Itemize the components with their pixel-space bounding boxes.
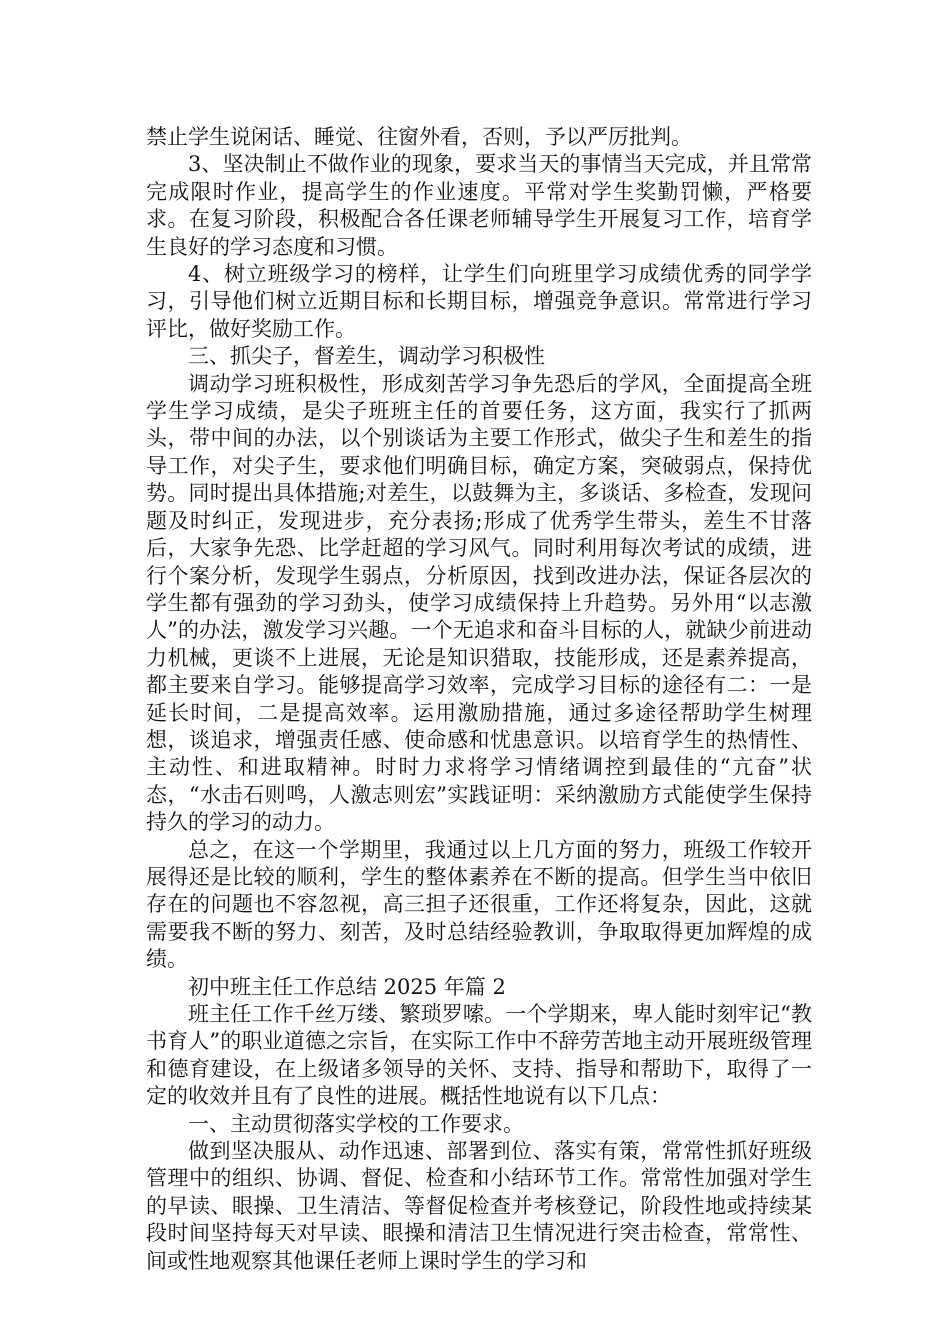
paragraph-2: 3、坚决制止不做作业的现象，要求当天的事情当天完成，并且常常完成限时作业，提高学生的作业速度。平常对学生奖勤罚懒，严格要求。在复习阶段，积极配合各任课老师辅导学生开展复习工作，培育学生良好的学习态度和习惯。 bbox=[146, 152, 812, 259]
document-body bbox=[146, 124, 812, 1275]
section-heading-1: 一、主动贯彻落实学校的工作要求。 bbox=[188, 1111, 524, 1136]
paragraph-5: 总之，在这一个学期里，我通过以上几方面的努力，班级工作较开展得还是比较的顺利，学生的整体素养在不断的提高。但学生当中依旧存在的问题也不容忽视，高三担子还很重，工作还将复杂，因此，这就需要我不断的努力、刻苦，及时总结经验教训，争取取得更加辉煌的成绩。 bbox=[146, 837, 812, 972]
section-heading-3: 三、抓尖子，督差生，调动学习积极性 bbox=[188, 344, 545, 369]
paragraph-4: 调动学习班积极性，形成刻苦学习争先恐后的学风，全面提高全班学生学习成绩，是尖子班班主任的首要任务，这方面，我实行了抓两头，带中间的办法，以个别谈话为主要工作形式，做尖子生和差生的指导工作，对尖子生，要求他们明确目标，确定方案，突破弱点，保持优势。同时提出具体措施;对差生，以鼓舞为主，多谈话、多检查，发现问题及时纠正，发现进步，充分表扬;形成了优秀学生带头，差生不甘落后，大家争先恐、比学赶超的学习风气。同时利用每次考试的成绩，进行个案分析，发现学生弱点，分析原因，找到改进办法，保证各层次的学生都有强劲的学习劲头，使学习成绩保持上升趋势。另外用“以志激人”的办法，激发学习兴趣。一个无追求和奋斗目标的人，就缺少前进动力机械，更谈不上进展，无论是知识猎取，技能形成，还是素养提高，都主要来自学习。能够提高学习效率，完成学习目标的途径有二：一是延长时间，二是提高效率。运用激励措施，通过多途径帮助学生树理想，谈追求，增强责任感、使命感和忧患意识。以培育学生的热情性、主动性、和进取精神。时时力求将学习情绪调控到最佳的“亢奋”状态，“水击石则鸣，人激志则宏”实践证明：采纳激励方式能使学生保持持久的学习的动力。 bbox=[146, 371, 812, 835]
paragraph-6: 班主任工作千丝万缕、繁琐罗嗦。一个学期来，卑人能时刻牢记“教书育人”的职业道德之宗旨，在实际工作中不辞劳苦地主动开展班级管理和德育建设，在上级诸多领导的关怀、支持、指导和帮助下，取得了一定的收效并且有了良性的进展。概括性地说有以下几点： bbox=[146, 1002, 812, 1109]
paragraph-1: 禁止学生说闲话、睡觉、往窗外看，否则，予以严厉批判。 bbox=[146, 125, 692, 149]
article-title-2: 初中班主任工作总结 2025 年篇 2 bbox=[188, 974, 506, 999]
paragraph-3: 4、树立班级学习的榜样，让学生们向班里学习成绩优秀的同学学习，引导他们树立近期目标和长期目标，增强竞争意识。常常进行学习评比，做好奖励工作。 bbox=[146, 262, 812, 341]
paragraph-7: 做到坚决服从、动作迅速、部署到位、落实有策，常常性抓好班级管理中的组织、协调、督促、检查和小结环节工作。常常性加强对学生的早读、眼操、卫生清洁、等督促检查并考核登记，阶段性地或持续某段时间坚持每天对早读、眼操和清洁卫生情况进行突击检查，常常性、间或性地观察其他课任老师上课时学生的学习和 bbox=[146, 1139, 812, 1273]
